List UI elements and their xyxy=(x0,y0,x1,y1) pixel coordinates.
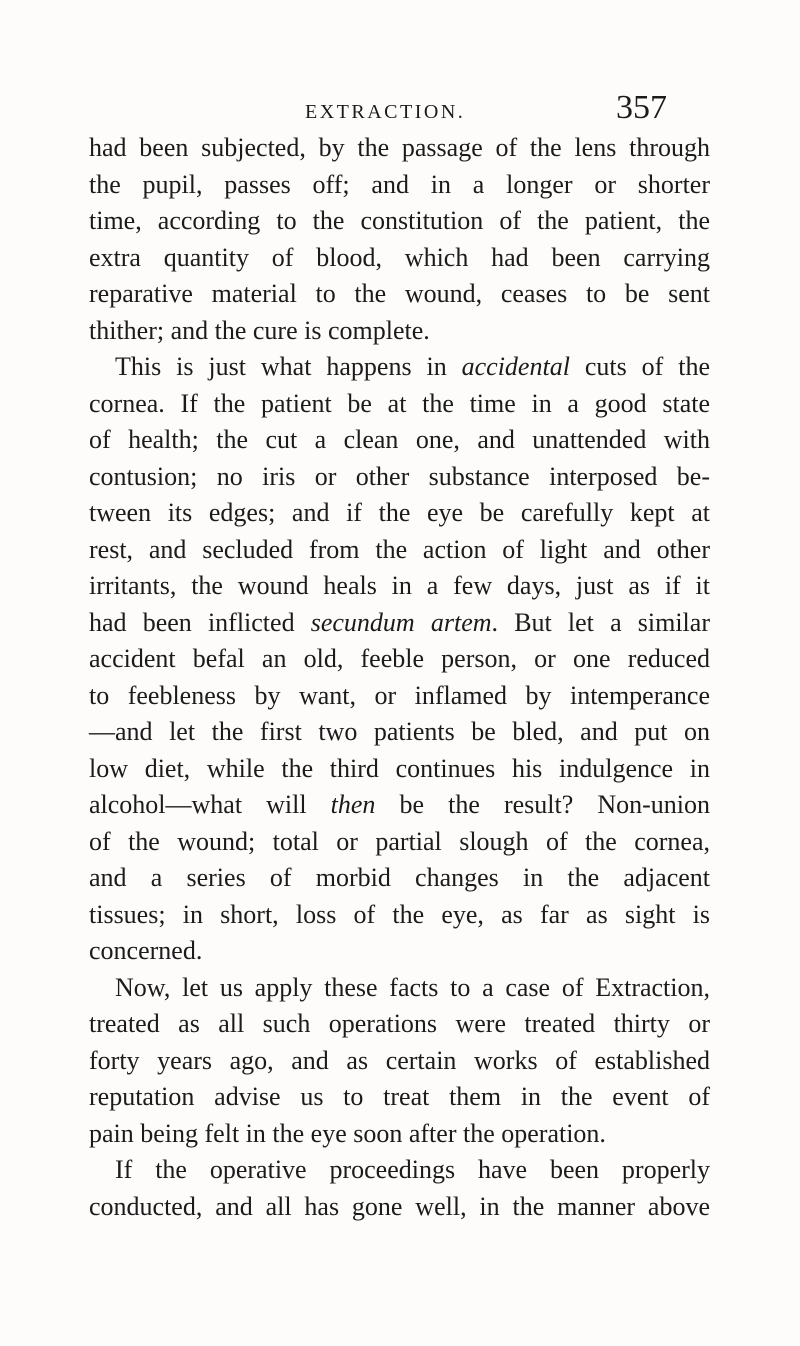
text-line: forty years ago, and as certain works of established xyxy=(89,1045,710,1075)
text-line: concerned. xyxy=(89,936,203,965)
text-segment: cuts of the xyxy=(569,352,710,381)
text-line: —and let the first two patients be bled, and put on xyxy=(89,717,710,746)
text-line: thither; and the cure is complete. xyxy=(89,315,430,345)
text-line xyxy=(89,605,710,642)
text-segment: This is just what happens in xyxy=(115,352,462,381)
text-line: and a series of morbid changes in the adjacent xyxy=(89,863,710,892)
text-line: of the wound; total or partial slough of the cornea, xyxy=(89,826,710,856)
italic-term: then xyxy=(330,790,376,819)
page-number: 357 xyxy=(616,89,667,126)
text-segment: alcohol—what will xyxy=(89,790,331,819)
text-segment: had been inflicted xyxy=(89,607,311,637)
running-title: EXTRACTION. xyxy=(305,101,466,123)
text-line: of health; the cut a clean one, and unattended with xyxy=(89,425,710,454)
text-line: pain being felt in the eye soon after the operation. xyxy=(89,1118,606,1148)
paragraph-start-line: Now, let us apply these facts to a case of Extraction, xyxy=(115,972,710,1002)
text-line: reputation advise us to treat them in the event of xyxy=(89,1082,710,1111)
text-line: conducted, and all has gone well, in the manner above xyxy=(89,1191,710,1221)
running-head xyxy=(0,89,800,132)
text-line: rest, and secluded from the action of light and other xyxy=(89,534,710,564)
text-line: accident befal an old, feeble person, or one reduced xyxy=(89,644,710,673)
text-line: low diet, while the third continues his indulgence in xyxy=(89,753,710,783)
text-line: reparative material to the wound, ceases to be sent xyxy=(89,279,710,308)
paragraph-start-line xyxy=(89,349,710,386)
text-segment: . But let a similar xyxy=(491,607,710,637)
body-text xyxy=(89,130,710,1225)
text-line: time, according to the constitution of the patient, the xyxy=(89,206,710,235)
text-line: extra quantity of blood, which had been carrying xyxy=(89,242,710,272)
text-line: had been subjected, by the passage of the lens through xyxy=(89,133,710,162)
text-segment: be the result? Non-union xyxy=(375,790,711,819)
text-line: the pupil, passes off; and in a longer or shorter xyxy=(89,169,710,199)
text-line: treated as all such operations were treated thirty or xyxy=(89,1009,710,1038)
text-line: irritants, the wound heals in a few days, just as if it xyxy=(89,571,710,600)
text-line: cornea. If the patient be at the time in a good state xyxy=(89,388,710,418)
text-line: contusion; no iris or other substance interposed be- xyxy=(89,461,710,491)
italic-term: secundum artem xyxy=(310,607,492,637)
text-line: tween its edges; and if the eye be carefully kept at xyxy=(89,498,710,527)
italic-term: accidental xyxy=(461,352,570,381)
paragraph-start-line: If the operative proceedings have been properly xyxy=(115,1155,710,1184)
text-line xyxy=(89,787,710,824)
text-line: tissues; in short, loss of the eye, as far as sight is xyxy=(89,899,710,929)
text-line: to feebleness by want, or inflamed by intemperance xyxy=(89,680,710,710)
